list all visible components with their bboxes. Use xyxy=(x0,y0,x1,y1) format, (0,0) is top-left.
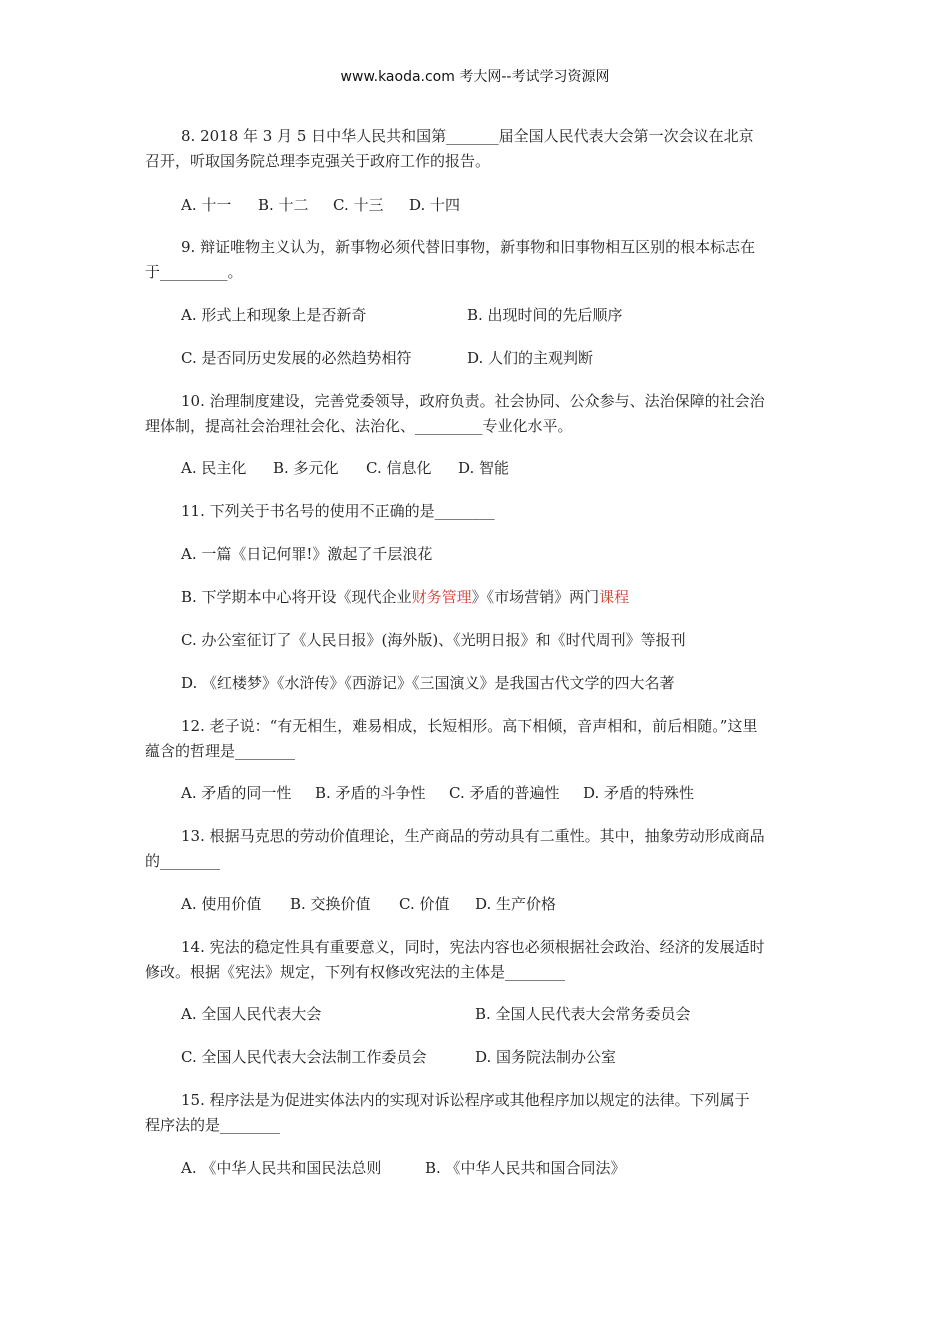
question-9-line-2: 于_________。 xyxy=(145,263,243,281)
question-15-option-b: B. 《中华人民共和国合同法》 xyxy=(425,1159,626,1177)
question-11-line-1: 11. 下列关于书名号的使用不正确的是________ xyxy=(181,502,495,520)
question-12-option-c: C. 矛盾的普遍性 xyxy=(449,784,560,802)
question-10-option-a: A. 民主化 xyxy=(181,459,247,477)
question-13-option-a: A. 使用价值 xyxy=(181,895,262,913)
question-14-option-d: D. 国务院法制办公室 xyxy=(475,1048,617,1066)
question-10-option-b: B. 多元化 xyxy=(273,459,339,477)
question-11-option-d: D. 《红楼梦》《水浒传》《西游记》《三国演义》是我国古代文学的四大名著 xyxy=(181,674,675,692)
question-14-line-1: 14. 宪法的稳定性具有重要意义，同时，宪法内容也必须根据社会政治、经济的发展适时 xyxy=(181,938,765,956)
question-10-line-1: 10. 治理制度建设，完善党委领导，政府负责。社会协同、公众参与、法治保障的社会治 xyxy=(181,392,765,410)
page-header: www.kaoda.com 考大网--考试学习资源网 xyxy=(340,69,610,85)
question-8-line-2: 召开，听取国务院总理李克强关于政府工作的报告。 xyxy=(145,152,491,170)
question-15-option-a: A. 《中华人民共和国民法总则 xyxy=(181,1159,382,1177)
question-14-option-a: A. 全国人民代表大会 xyxy=(181,1005,322,1023)
question-13-line-1: 13. 根据马克思的劳动价值理论，生产商品的劳动具有二重性。其中，抽象劳动形成商品 xyxy=(181,827,765,845)
question-12-line-2: 蕴含的哲理是________ xyxy=(145,742,296,760)
finance-management-link[interactable]: 财务管理 xyxy=(411,588,472,606)
question-11-option-b xyxy=(181,586,629,608)
question-11-option-a: A. 一篇《日记何罪!》激起了千层浪花 xyxy=(181,545,433,563)
course-link[interactable]: 课程 xyxy=(599,588,630,606)
option-b-text-1: B. 下学期本中心将开设《现代企业 xyxy=(181,588,412,606)
option-b-text-2: 》《市场营销》两门 xyxy=(471,588,600,606)
question-9-option-d: D. 人们的主观判断 xyxy=(467,349,594,367)
question-8-option-d: D. 十四 xyxy=(409,196,461,214)
question-9-option-a: A. 形式上和现象上是否新奇 xyxy=(181,306,367,324)
question-12-line-1: 12. 老子说：“有无相生，难易相成，长短相形。高下相倾，音声相和，前后相随。”这里 xyxy=(181,717,758,735)
question-8-line-1: 8. 2018 年 3 月 5 日中华人民共和国第_______届全国人民代表大会第一次会议在北京 xyxy=(181,127,754,145)
question-8-option-c: C. 十三 xyxy=(333,196,384,214)
question-15-line-1: 15. 程序法是为促进实体法内的实现对诉讼程序或其他程序加以规定的法律。下列属于 xyxy=(181,1091,750,1109)
question-8-option-b: B. 十二 xyxy=(258,196,309,214)
question-14-line-2: 修改。根据《宪法》规定，下列有权修改宪法的主体是________ xyxy=(145,963,566,981)
question-8-option-a: A. 十一 xyxy=(181,196,232,214)
question-9-option-c: C. 是否同历史发展的必然趋势相符 xyxy=(181,349,412,367)
question-12-option-d: D. 矛盾的特殊性 xyxy=(583,784,695,802)
question-10-option-d: D. 智能 xyxy=(458,459,510,477)
question-13-option-b: B. 交换价值 xyxy=(290,895,371,913)
question-9-option-b: B. 出现时间的先后顺序 xyxy=(467,306,623,324)
question-13-line-2: 的________ xyxy=(145,852,221,870)
question-15-line-2: 程序法的是________ xyxy=(145,1116,281,1134)
question-13-option-c: C. 价值 xyxy=(399,895,450,913)
question-11-option-c: C. 办公室征订了《人民日报》(海外版)、《光明日报》和《时代周刊》等报刊 xyxy=(181,631,686,649)
question-14-option-c: C. 全国人民代表大会法制工作委员会 xyxy=(181,1048,427,1066)
question-10-option-c: C. 信息化 xyxy=(366,459,432,477)
question-9-line-1: 9. 辩证唯物主义认为，新事物必须代替旧事物，新事物和旧事物相互区别的根本标志在 xyxy=(181,238,756,256)
question-12-option-a: A. 矛盾的同一性 xyxy=(181,784,292,802)
question-12-option-b: B. 矛盾的斗争性 xyxy=(315,784,426,802)
question-10-line-2: 理体制，提高社会治理社会化、法治化、_________专业化水平。 xyxy=(145,417,573,435)
question-14-option-b: B. 全国人民代表大会常务委员会 xyxy=(475,1005,691,1023)
question-13-option-d: D. 生产价格 xyxy=(475,895,557,913)
